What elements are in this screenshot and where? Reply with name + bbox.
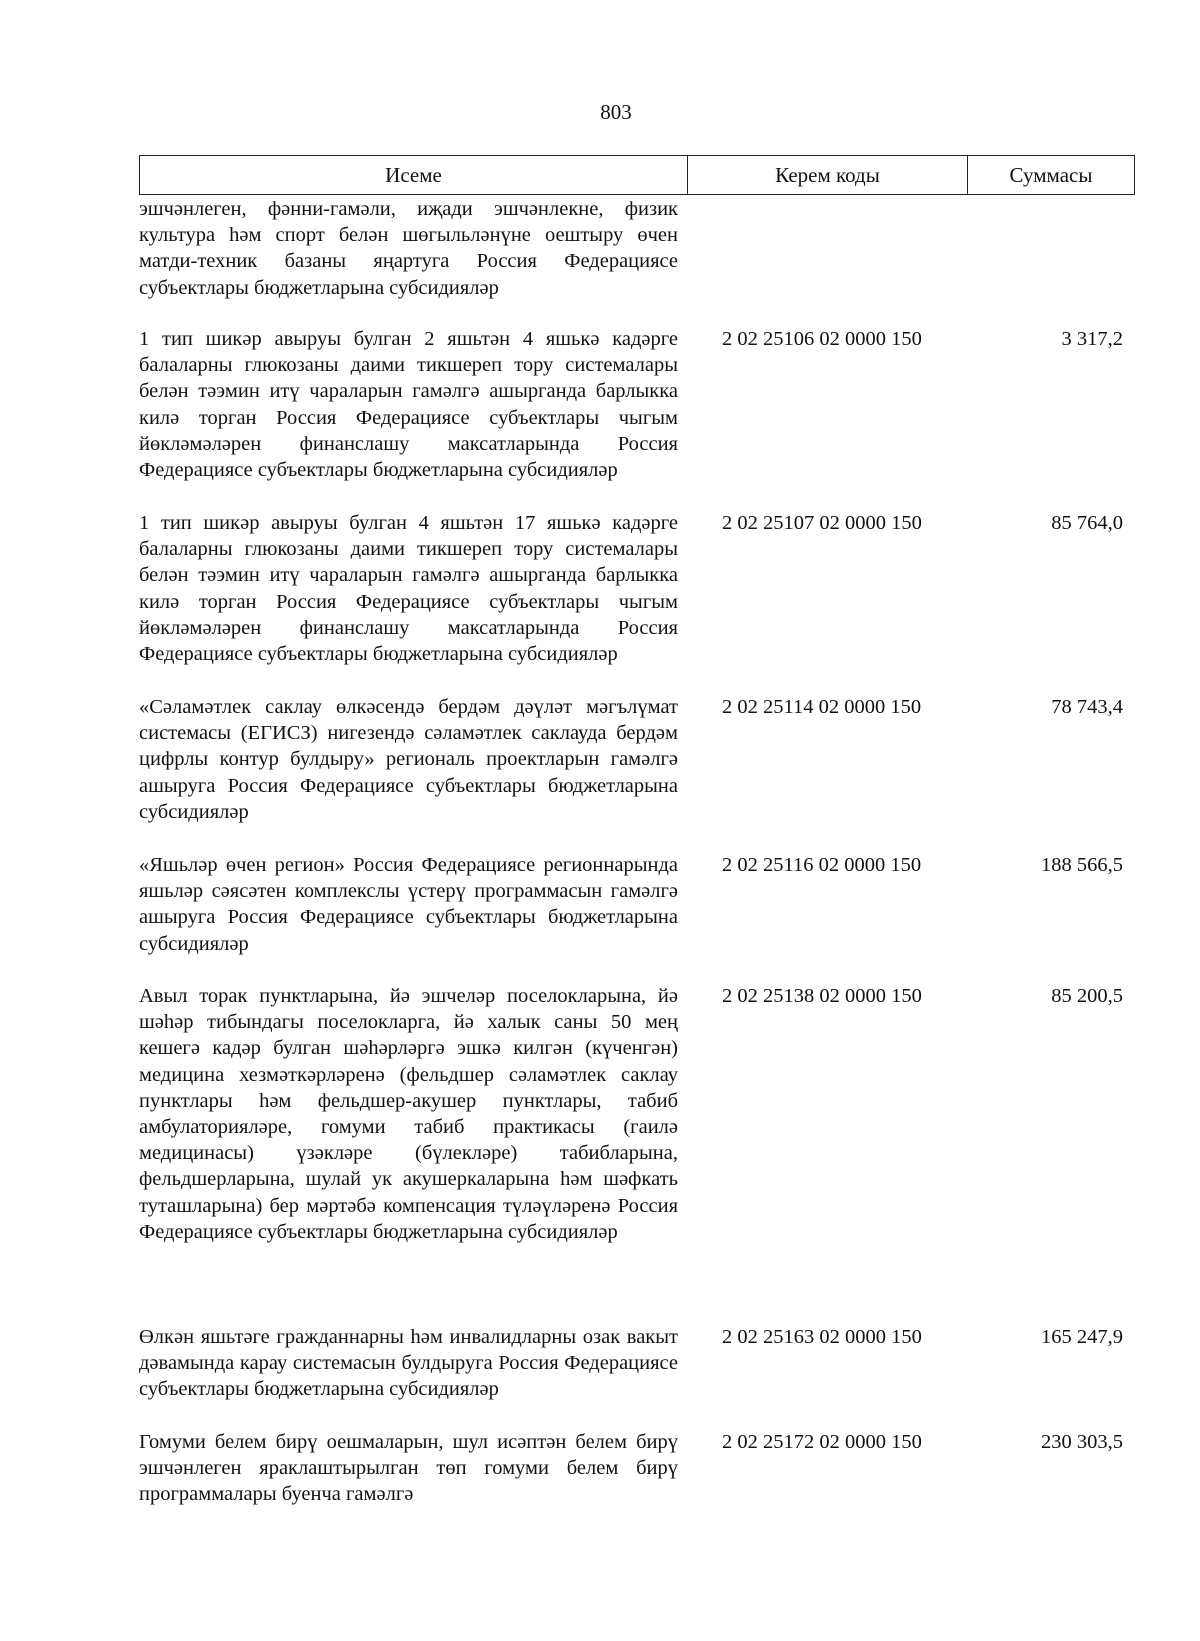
table-row xyxy=(139,1324,1135,1429)
column-header-name: Исеме xyxy=(140,156,688,194)
row-name: Авыл торак пунктларына, йә эшчеләр поселокларына, йә шәһәр тибындагы поселокларга, йә халык саны 50 мең кешегә кадәр булган шәһәрләргә эшкә килгән (күченгән) медицина хезмәткәрләренә (фельдшер сәламәтлек саклау пунктлары һәм фельдшер-акушер пунктлары, табиб амбулаторияләре, гомуми табиб практикасы (гаилә медицинасы) үзәкләре (бүлекләре) табибларына, фельдшерларына, шулай ук акушеркаларына һәм шәфкать туташларына) бер мәртәбә компенсация түләүләренә Россия Федерациясе субъектлары бюджетларына субсидияләр xyxy=(139,985,678,1243)
table-header xyxy=(139,155,1135,195)
table-row xyxy=(139,694,1135,852)
row-code: 2 02 25138 02 0000 150 xyxy=(722,985,922,1007)
row-code: 2 02 25106 02 0000 150 xyxy=(722,328,922,350)
row-name: эшчәнлеген, фәнни-гамәли, иҗади эшчәнлекне, физик культура һәм спорт белән шөгыльләнүне оештыру өчен матди-техник базаны яңартуга Россия Федерациясе субъектлары бюджетларына субсидияләр xyxy=(139,198,678,299)
table-row xyxy=(139,196,1135,326)
row-name: 1 тип шикәр авыруы булган 4 яшьтән 17 яшькә кадәрге балаларны глюкозаны даими тикшереп тору системалары белән тәэмин итү чараларын гамәлгә ашырганда барлыкка килә торган Россия Федерациясе субъектлары чыгым йөкләмәләрен финанслашу максатларында Россия Федерациясе субъектлары бюджетларына субсидияләр xyxy=(139,512,678,666)
table-body xyxy=(139,196,1135,1508)
row-code: 2 02 25114 02 0000 150 xyxy=(722,696,922,718)
row-sum: 188 566,5 xyxy=(1041,854,1123,876)
row-sum: 3 317,2 xyxy=(1061,328,1123,350)
row-sum: 230 303,5 xyxy=(1041,1431,1123,1453)
row-sum: 85 200,5 xyxy=(1051,985,1123,1007)
row-name: 1 тип шикәр авыруы булган 2 яшьтән 4 яшькә кадәрге балаларны глюкозаны даими тикшереп тору системалары белән тәэмин итү чараларын гамәлгә ашырганда барлыкка килә торган Россия Федерациясе субъектлары чыгым йөкләмәләрен финанслашу максатларында Россия Федерациясе субъектлары бюджетларына субсидияләр xyxy=(139,328,678,482)
column-header-code: Керем коды xyxy=(688,156,968,194)
row-code: 2 02 25107 02 0000 150 xyxy=(722,512,922,534)
table-row xyxy=(139,1429,1135,1508)
column-header-sum: Суммасы xyxy=(1009,162,1093,187)
row-code: 2 02 25172 02 0000 150 xyxy=(722,1431,922,1453)
row-name: Гомуми белем бирү оешмаларын, шул исәптән белем бирү эшчәнлеген яраклаштырылган төп гомуми белем бирү программалары буенча гамәлгә xyxy=(139,1431,678,1506)
row-code: 2 02 25116 02 0000 150 xyxy=(722,854,922,876)
row-name: Өлкән яшьтәге гражданнарны һәм инвалидларны озак вакыт дәвамында карау системасын булдыруга Россия Федерациясе субъектлары бюджетларына субсидияләр xyxy=(139,1326,678,1401)
table-row xyxy=(139,510,1135,694)
row-sum: 85 764,0 xyxy=(1051,512,1123,534)
row-sum: 165 247,9 xyxy=(1041,1326,1123,1348)
table-row xyxy=(139,326,1135,510)
row-name: «Сәламәтлек саклау өлкәсендә бердәм дәүләт мәгълүмат системасы (ЕГИСЗ) нигезендә сәламәтлек саклауда бердәм цифрлы контур булдыру» региональ проектларын гамәлгә ашыруга Россия Федерациясе субъектлары бюджетларына субсидияләр xyxy=(139,696,678,823)
row-sum: 78 743,4 xyxy=(1051,696,1123,718)
page-number: 803 xyxy=(600,100,632,124)
table-row xyxy=(139,983,1135,1324)
row-code xyxy=(678,196,967,326)
row-code: 2 02 25163 02 0000 150 xyxy=(722,1326,922,1348)
row-sum xyxy=(967,196,1135,326)
table-row xyxy=(139,852,1135,983)
row-name: «Яшьләр өчен регион» Россия Федерациясе регионнарында яшьләр сәясәтен комплекслы үстерү программасын гамәлгә ашыруга Россия Федерациясе субъектлары бюджетларына субсидияләр xyxy=(139,854,678,955)
